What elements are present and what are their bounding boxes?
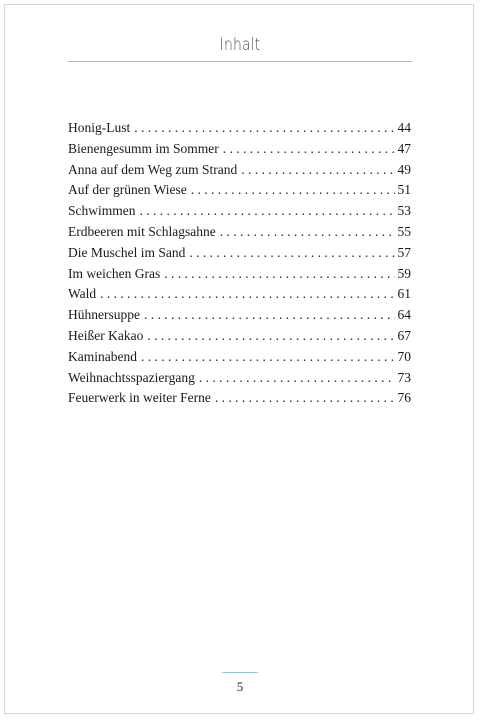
- toc-entry-title: Honig-Lust: [68, 120, 131, 135]
- page-number: 5: [236, 679, 244, 694]
- toc-entry[interactable]: [68, 326, 411, 347]
- toc-dot-leader: [215, 388, 395, 409]
- footer-rule: [222, 672, 258, 673]
- table-of-contents: [68, 118, 411, 409]
- toc-entry-title: Heißer Kakao: [68, 327, 144, 343]
- toc-dot-leader: [140, 201, 395, 222]
- toc-entry-title: Im weichen Gras: [68, 265, 161, 281]
- toc-entry-page: 67: [397, 327, 411, 343]
- toc-entry-title: Wald: [68, 286, 97, 302]
- toc-dot-leader: [191, 180, 395, 201]
- toc-entry[interactable]: [68, 118, 411, 139]
- toc-entry-title: Auf der grünen Wiese: [68, 182, 187, 198]
- toc-entry-page: 61: [397, 286, 411, 302]
- toc-entry-page: 73: [397, 369, 411, 385]
- toc-entry-page: 76: [397, 390, 411, 406]
- toc-entry[interactable]: [68, 222, 411, 243]
- toc-entry-page: 47: [397, 140, 411, 156]
- toc-entry[interactable]: [68, 368, 411, 389]
- page-title: Inhalt: [219, 35, 261, 55]
- toc-entry[interactable]: [68, 243, 411, 264]
- toc-entry[interactable]: [68, 180, 411, 201]
- toc-dot-leader: [134, 118, 394, 139]
- toc-entry[interactable]: [68, 264, 411, 285]
- toc-entry[interactable]: [68, 201, 411, 222]
- toc-entry-page: 51: [397, 182, 411, 198]
- header-rule: [68, 61, 412, 62]
- toc-dot-leader: [241, 160, 394, 181]
- toc-entry-page: 53: [397, 203, 411, 219]
- toc-entry-title: Anna auf dem Weg zum Strand: [68, 161, 238, 177]
- toc-dot-leader: [147, 326, 394, 347]
- toc-entry-title: Weihnachtsspaziergang: [68, 369, 195, 385]
- toc-entry[interactable]: [68, 284, 411, 305]
- toc-entry-page: 44: [397, 120, 411, 135]
- toc-entry-page: 59: [397, 265, 411, 281]
- toc-dot-leader: [220, 222, 395, 243]
- toc-entry-page: 70: [397, 348, 411, 364]
- toc-entry-title: Die Muschel im Sand: [68, 244, 186, 260]
- toc-entry[interactable]: [68, 160, 411, 181]
- toc-dot-leader: [164, 264, 394, 285]
- toc-dot-leader: [189, 243, 394, 264]
- toc-entry-page: 55: [397, 223, 411, 239]
- toc-entry-page: 49: [397, 161, 411, 177]
- toc-entry-title: Kaminabend: [68, 348, 137, 364]
- toc-dot-leader: [141, 347, 395, 368]
- toc-dot-leader: [223, 139, 395, 160]
- toc-entry[interactable]: [68, 305, 411, 326]
- toc-entry[interactable]: [68, 139, 411, 160]
- toc-entry-title: Erdbeeren mit Schlagsahne: [68, 223, 216, 239]
- toc-dot-leader: [144, 305, 395, 326]
- toc-entry-title: Feuerwerk in weiter Ferne: [68, 390, 211, 406]
- toc-entry-page: 64: [397, 307, 411, 323]
- toc-entry-title: Bienengesumm im Sommer: [68, 140, 219, 156]
- toc-dot-leader: [199, 368, 395, 389]
- toc-entry-page: 57: [397, 244, 411, 260]
- toc-entry[interactable]: [68, 347, 411, 368]
- toc-entry-title: Hühnersuppe: [68, 307, 140, 323]
- toc-dot-leader: [100, 284, 394, 305]
- toc-entry-title: Schwimmen: [68, 203, 136, 219]
- toc-entry[interactable]: [68, 388, 411, 409]
